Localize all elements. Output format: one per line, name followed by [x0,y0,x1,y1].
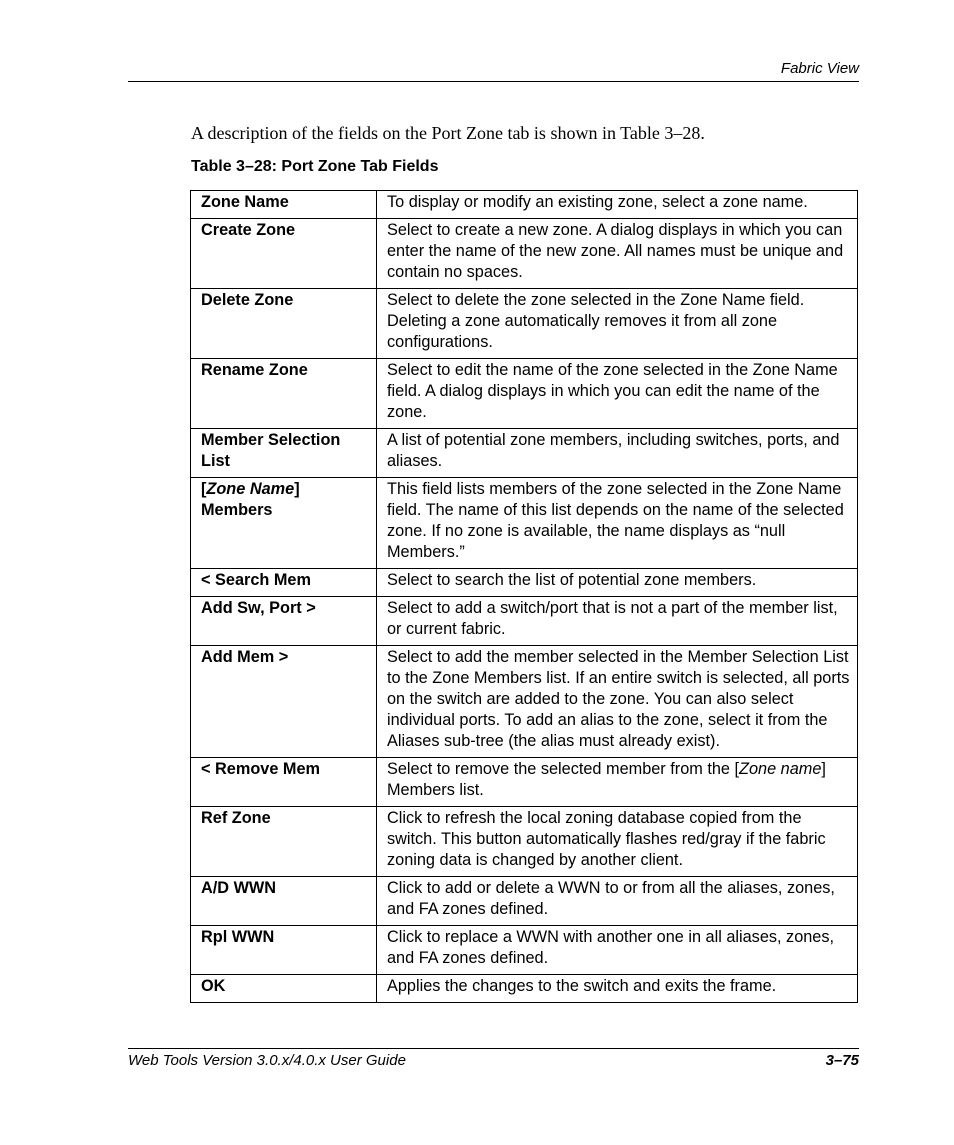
field-description: Click to refresh the local zoning database copied from the switch. This button automatically flashes red/gray if the fabric zoning data is changed by another client. [377,807,858,877]
table-row [191,975,858,1003]
bracket-close: ] [294,480,300,498]
intro-paragraph: A description of the fields on the Port Zone tab is shown in Table 3–28. [191,123,705,143]
field-name: Zone Name [191,191,377,219]
description-text: ] Members list. [387,760,826,799]
field-name: Add Mem > [191,646,377,758]
field-description: Select to add a switch/port that is not a part of the member list, or current fabric. [377,597,858,646]
running-header: Fabric View [780,60,859,77]
table-caption: Table 3–28: Port Zone Tab Fields [191,158,439,175]
field-description: Click to add or delete a WWN to or from all the aliases, zones, and FA zones defined. [377,877,858,926]
field-name-italic: Zone Name [206,480,295,498]
field-description: Select to create a new zone. A dialog displays in which you can enter the name of the new zone. All names must be unique and contain no spaces. [377,219,858,289]
table-row [191,646,858,758]
field-description: A list of potential zone members, including switches, ports, and aliases. [377,429,858,478]
field-name [191,478,377,569]
field-name-rest: Members [201,501,273,519]
field-name: Rename Zone [191,359,377,429]
table-row [191,877,858,926]
table-row [191,926,858,975]
footer-divider [128,1048,859,1049]
table-row [191,569,858,597]
header-divider [128,81,859,82]
footer-guide-title: Web Tools Version 3.0.x/4.0.x User Guide [128,1052,406,1069]
page-number: 3–75 [825,1052,859,1069]
port-zone-fields-table [190,190,858,1003]
table-row [191,359,858,429]
field-name: OK [191,975,377,1003]
table-row [191,478,858,569]
field-name: Rpl WWN [191,926,377,975]
field-description: Select to delete the zone selected in the Zone Name field. Deleting a zone automatically removes it from all zone configurations. [377,289,858,359]
field-name: Create Zone [191,219,377,289]
description-italic: Zone name [739,760,822,778]
field-name: Delete Zone [191,289,377,359]
description-text: Select to remove the selected member from the [ [387,760,740,778]
field-name: Ref Zone [191,807,377,877]
field-description: Select to edit the name of the zone selected in the Zone Name field. A dialog displays in which you can edit the name of the zone. [377,359,858,429]
field-description: Select to search the list of potential zone members. [377,569,858,597]
field-description [377,758,858,807]
table-row [191,289,858,359]
field-description: Applies the changes to the switch and exits the frame. [377,975,858,1003]
table-row [191,758,858,807]
field-name: Member Selection List [191,429,377,478]
table-row [191,191,858,219]
table-row [191,807,858,877]
field-name: < Search Mem [191,569,377,597]
table-row [191,219,858,289]
bracket-open: [ [201,480,207,498]
field-description: Select to add the member selected in the Member Selection List to the Zone Members list. If an entire switch is selected, all ports on the switch are added to the zone. You can also select individual ports. To add an alias to the zone, select it from the Aliases sub-tree (the alias must already exist). [377,646,858,758]
field-name: < Remove Mem [191,758,377,807]
field-description: Click to replace a WWN with another one in all aliases, zones, and FA zones defined. [377,926,858,975]
field-name: A/D WWN [191,877,377,926]
field-name: Add Sw, Port > [191,597,377,646]
table-row [191,597,858,646]
table-row [191,429,858,478]
field-description: To display or modify an existing zone, select a zone name. [377,191,858,219]
field-description: This field lists members of the zone selected in the Zone Name field. The name of this list depends on the name of the selected zone. If no zone is available, the name displays as “null Members.” [377,478,858,569]
